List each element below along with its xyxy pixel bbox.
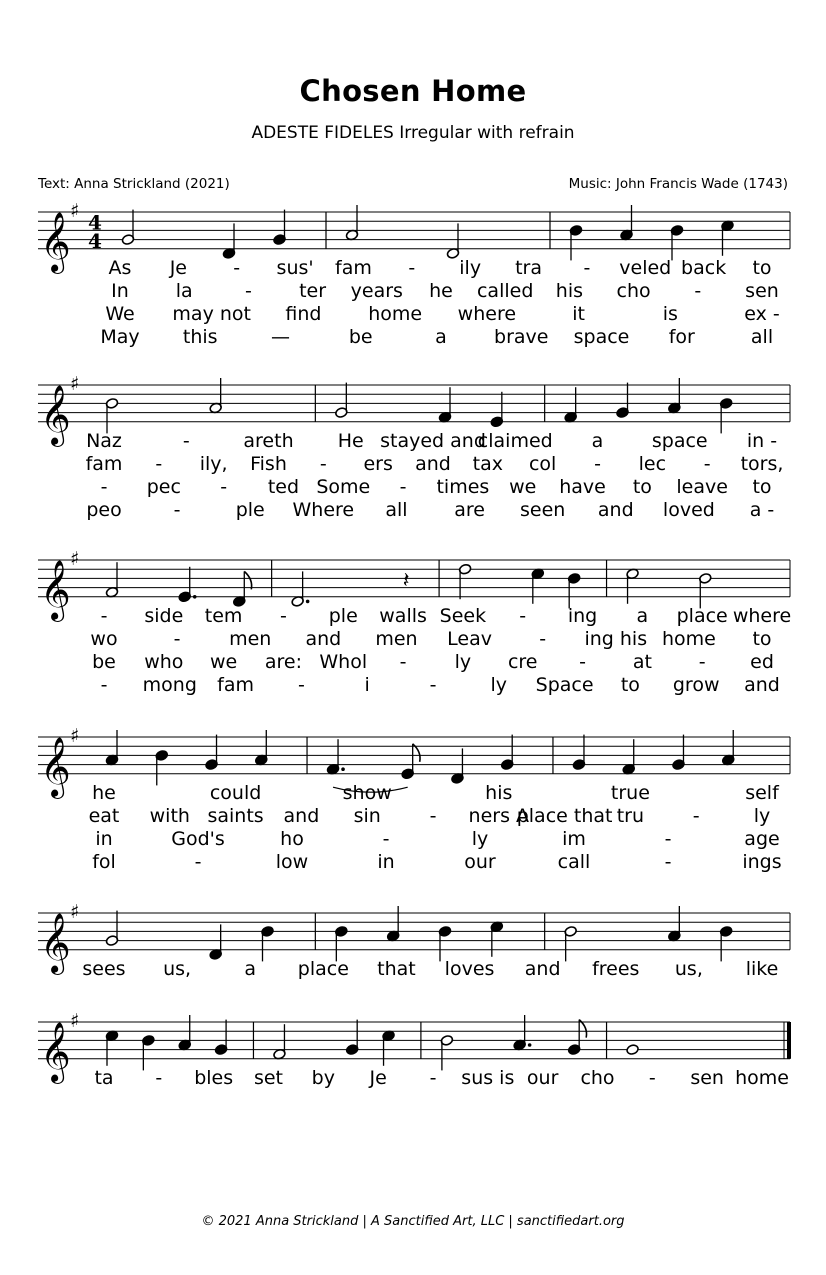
lyric-syllable: at: [632, 651, 652, 673]
lyric-syllable: ed: [750, 651, 774, 673]
lyric-syllable: our: [526, 1067, 559, 1089]
lyric-syllable: ners A: [468, 805, 530, 827]
lyric-syllable: -: [173, 628, 181, 650]
lyric-syllable: us,: [163, 958, 192, 980]
staff-system-1: [38, 200, 790, 348]
lyric-syllable: his: [485, 782, 513, 804]
lyric-syllable: -: [664, 851, 672, 873]
staff-system-4: [38, 725, 790, 873]
lyric-syllable: loves: [444, 958, 495, 980]
sharp-icon: ♯: [70, 373, 80, 395]
lyric-syllable: us,: [674, 958, 703, 980]
lyric-syllable: mong: [142, 674, 197, 696]
lyric-syllable: space: [651, 430, 708, 452]
lyric-syllable: be: [348, 326, 373, 348]
lyric-syllable: where: [732, 605, 792, 627]
lyric-syllable: Naz: [86, 430, 122, 452]
lyric-syllable: by: [311, 1067, 335, 1089]
lyric-syllable: veled: [619, 257, 672, 279]
lyric-syllable: a: [636, 605, 649, 627]
lyric-syllable: seen: [520, 499, 566, 521]
lyric-syllable: grow: [672, 674, 720, 696]
lyric-syllable: -: [664, 828, 672, 850]
lyric-syllable: -: [594, 453, 601, 475]
lyric-syllable: -: [399, 476, 407, 498]
lyric-syllable: brave: [494, 326, 549, 348]
lyric-syllable: we: [509, 476, 537, 498]
lyric-syllable: and: [524, 958, 561, 980]
lyric-syllable: ings: [742, 851, 782, 873]
lyric-syllable: claimed: [477, 430, 553, 452]
staff-system-3: [38, 548, 791, 696]
lyric-syllable: a: [591, 430, 604, 452]
lyric-syllable: ho: [280, 828, 304, 850]
lyric-syllable: Je: [369, 1067, 387, 1089]
note-flag: [244, 571, 251, 589]
lyric-syllable: true: [610, 782, 650, 804]
lyric-syllable: pec: [146, 476, 181, 498]
lyric-syllable: -: [319, 453, 327, 475]
lyric-syllable: -: [155, 1067, 163, 1089]
lyric-syllable: fol: [92, 851, 116, 873]
lyric-syllable: -: [408, 257, 416, 279]
lyric-syllable: ter: [299, 280, 327, 302]
lyric-syllable: side: [144, 605, 184, 627]
lyric-syllable: -: [429, 805, 437, 827]
sharp-icon: ♯: [70, 200, 80, 222]
lyric-syllable: with: [149, 805, 190, 827]
lyric-syllable: his: [555, 280, 584, 302]
lyric-syllable: place that: [516, 805, 613, 827]
lyric-syllable: sin: [353, 805, 381, 827]
lyric-syllable: -: [382, 828, 390, 850]
lyric-syllable: -: [694, 280, 702, 302]
lyric-syllable: to: [752, 628, 772, 650]
lyric-syllable: have: [559, 476, 606, 498]
lyric-syllable: -: [194, 851, 202, 873]
lyric-syllable: like: [745, 958, 779, 980]
lyric-syllable: ing: [567, 605, 598, 627]
lyric-syllable: col: [528, 453, 557, 475]
staff-system-5: [38, 901, 790, 980]
sharp-icon: ♯: [70, 548, 80, 570]
lyric-syllable: -: [703, 453, 711, 475]
lyric-syllable: to: [620, 674, 640, 696]
note-dot: [193, 595, 197, 599]
note-dot: [306, 600, 310, 604]
treble-clef-icon: 𝄞: [40, 211, 71, 272]
copyright-footer: © 2021 Anna Strickland | A Sanctified Art, LLC | sanctifiedart.org: [201, 1214, 625, 1229]
lyric-syllable: a -: [749, 499, 775, 521]
lyric-syllable: called: [476, 280, 534, 302]
lyric-syllable: Seek: [439, 605, 487, 627]
lyric-syllable: -: [399, 651, 407, 673]
lyric-syllable: sees: [82, 958, 126, 980]
lyric-syllable: bles: [194, 1067, 234, 1089]
music-credit: Music: John Francis Wade (1743): [568, 176, 788, 192]
lyric-syllable: walls: [379, 605, 427, 627]
lyric-syllable: ily: [459, 257, 482, 279]
lyric-syllable: -: [173, 499, 181, 521]
lyric-syllable: ly: [471, 828, 489, 850]
lyric-syllable: In: [111, 280, 129, 302]
lyric-syllable: sen: [690, 1067, 724, 1089]
sharp-icon: ♯: [70, 1010, 80, 1032]
lyric-syllable: ly: [753, 805, 771, 827]
lyric-syllable: Whol: [319, 651, 368, 673]
treble-clef-icon: 𝄞: [40, 912, 71, 973]
lyric-syllable: set: [253, 1067, 284, 1089]
staff-system-2: [38, 373, 790, 521]
lyric-syllable: he: [429, 280, 453, 302]
lyric-syllable: men: [229, 628, 272, 650]
lyric-syllable: tra: [515, 257, 542, 279]
lyric-syllable: is: [662, 303, 678, 325]
lyric-syllable: wo: [90, 628, 118, 650]
lyric-syllable: years: [350, 280, 403, 302]
lyric-syllable: -: [244, 280, 252, 302]
lyric-syllable: ly: [454, 651, 472, 673]
lyric-syllable: Leav: [447, 628, 492, 650]
lyric-syllable: to: [752, 476, 772, 498]
treble-clef-icon: 𝄞: [40, 559, 71, 620]
lyric-syllable: stayed and: [380, 430, 486, 452]
lyric-syllable: we: [210, 651, 238, 673]
lyric-syllable: lec: [638, 453, 667, 475]
lyric-syllable: may not: [172, 303, 251, 325]
lyric-syllable: ple: [328, 605, 358, 627]
lyric-syllable: -: [100, 476, 108, 498]
lyric-syllable: He: [337, 430, 364, 452]
lyric-syllable: home: [661, 628, 716, 650]
lyric-syllable: to: [752, 257, 772, 279]
lyric-syllable: tru: [616, 805, 645, 827]
note-dot: [341, 767, 345, 771]
lyric-syllable: ers: [363, 453, 393, 475]
lyric-syllable: times: [436, 476, 490, 498]
lyric-syllable: and: [305, 628, 342, 650]
lyric-syllable: he: [92, 782, 116, 804]
lyric-syllable: im: [562, 828, 586, 850]
lyric-syllable: space: [573, 326, 630, 348]
lyric-syllable: -: [692, 805, 700, 827]
lyric-syllable: cho: [616, 280, 651, 302]
lyric-syllable: -: [429, 1067, 437, 1089]
tune-name: ADESTE FIDELES Irregular with refrain: [251, 123, 575, 143]
final-barline-thick: [787, 1022, 791, 1059]
lyric-syllable: Where: [292, 499, 355, 521]
lyric-syllable: be: [92, 651, 116, 673]
lyric-syllable: areth: [243, 430, 294, 452]
lyric-syllable: that: [377, 958, 416, 980]
lyric-syllable: for: [668, 326, 695, 348]
lyric-syllable: could: [209, 782, 262, 804]
treble-clef-icon: 𝄞: [40, 736, 71, 797]
lyric-syllable: fam: [85, 453, 123, 475]
lyric-syllable: all: [750, 326, 774, 348]
time-signature-bottom: 4: [88, 228, 102, 253]
treble-clef-icon: 𝄞: [40, 1021, 71, 1082]
lyric-syllable: are: [454, 499, 485, 521]
lyric-syllable: ple: [235, 499, 265, 521]
lyric-syllable: ta: [94, 1067, 114, 1089]
lyric-syllable: -: [583, 257, 591, 279]
time-signature-top: 4: [88, 210, 102, 235]
lyric-syllable: in: [95, 828, 113, 850]
lyric-syllable: fam: [335, 257, 372, 279]
lyric-syllable: tax: [472, 453, 504, 475]
lyric-syllable: eat: [88, 805, 120, 827]
lyric-syllable: home: [735, 1067, 789, 1089]
lyric-syllable: -: [280, 605, 287, 627]
lyric-syllable: in: [377, 851, 395, 873]
lyric-syllable: la: [175, 280, 193, 302]
lyric-syllable: Je: [169, 257, 188, 279]
lyric-syllable: our: [464, 851, 496, 873]
rest-icon: 𝄽: [402, 568, 410, 594]
lyric-syllable: May: [100, 326, 140, 348]
lyric-syllable: men: [375, 628, 418, 650]
lyric-syllable: ily,: [199, 453, 228, 475]
treble-clef-icon: 𝄞: [40, 384, 71, 445]
lyric-syllable: sen: [745, 280, 779, 302]
lyric-syllable: saints: [207, 805, 264, 827]
lyric-syllable: Some: [316, 476, 371, 498]
lyric-syllable: all: [385, 499, 408, 521]
lyric-syllable: ex -: [744, 303, 780, 325]
lyric-syllable: leave: [676, 476, 728, 498]
lyric-syllable: this: [182, 326, 218, 348]
lyric-syllable: back: [681, 257, 727, 279]
lyric-syllable: low: [275, 851, 309, 873]
lyric-syllable: -: [539, 628, 547, 650]
lyric-syllable: -: [233, 257, 241, 279]
lyric-syllable: tors,: [740, 453, 784, 475]
note-head: [626, 1044, 639, 1056]
lyric-syllable: -: [155, 453, 163, 475]
lyric-syllable: where: [457, 303, 517, 325]
lyric-syllable: fam: [217, 674, 255, 696]
lyric-syllable: ted: [267, 476, 300, 498]
lyric-syllable: sus': [276, 257, 314, 279]
lyric-syllable: peo: [86, 499, 122, 521]
lyric-syllable: Space: [535, 674, 594, 696]
lyric-syllable: it: [572, 303, 585, 325]
lyric-syllable: who: [144, 651, 184, 673]
text-credit: Text: Anna Strickland (2021): [38, 176, 230, 192]
lyric-syllable: call: [557, 851, 591, 873]
staff-system-6: [38, 1010, 791, 1089]
lyric-syllable: in -: [746, 430, 778, 452]
lyric-syllable: -: [648, 1067, 656, 1089]
lyric-syllable: place: [676, 605, 728, 627]
lyric-syllable: find: [285, 303, 322, 325]
lyric-syllable: -: [182, 430, 190, 452]
lyric-syllable: home: [368, 303, 423, 325]
lyric-syllable: cho: [580, 1067, 615, 1089]
lyric-syllable: and: [415, 453, 451, 475]
lyric-syllable: —: [271, 326, 290, 348]
sharp-icon: ♯: [70, 725, 80, 747]
note-dot: [528, 1043, 532, 1047]
lyric-syllable: frees: [592, 958, 640, 980]
lyric-syllable: are:: [264, 651, 303, 673]
lyric-syllable: age: [744, 828, 780, 850]
lyric-syllable: place: [297, 958, 349, 980]
lyric-syllable: to: [632, 476, 652, 498]
lyric-syllable: and: [597, 499, 634, 521]
lyric-syllable: ing his: [584, 628, 648, 650]
lyric-syllable: cre: [507, 651, 538, 673]
page-title: Chosen Home: [299, 74, 527, 108]
lyric-syllable: self: [745, 782, 779, 804]
lyric-syllable: -: [429, 674, 437, 696]
lyric-syllable: a: [244, 958, 257, 980]
lyric-syllable: ly: [490, 674, 508, 696]
lyric-syllable: Fish: [250, 453, 287, 475]
lyric-syllable: and: [744, 674, 780, 696]
lyric-syllable: and: [283, 805, 320, 827]
lyric-syllable: -: [519, 605, 527, 627]
lyric-syllable: i: [364, 674, 370, 696]
lyric-syllable: tem: [204, 605, 243, 627]
lyric-syllable: -: [297, 674, 305, 696]
lyric-syllable: -: [698, 651, 706, 673]
lyric-syllable: -: [100, 605, 108, 627]
sharp-icon: ♯: [70, 901, 80, 923]
lyric-syllable: We: [105, 303, 135, 325]
lyric-syllable: -: [579, 651, 586, 673]
lyric-syllable: a: [435, 326, 447, 348]
lyric-syllable: As: [108, 257, 132, 279]
lyric-syllable: -: [100, 674, 108, 696]
lyric-syllable: loved: [662, 499, 715, 521]
lyric-syllable: sus is: [461, 1067, 515, 1089]
lyric-syllable: -: [220, 476, 228, 498]
lyric-syllable: God's: [171, 828, 225, 850]
lyric-syllable: show: [342, 782, 392, 804]
